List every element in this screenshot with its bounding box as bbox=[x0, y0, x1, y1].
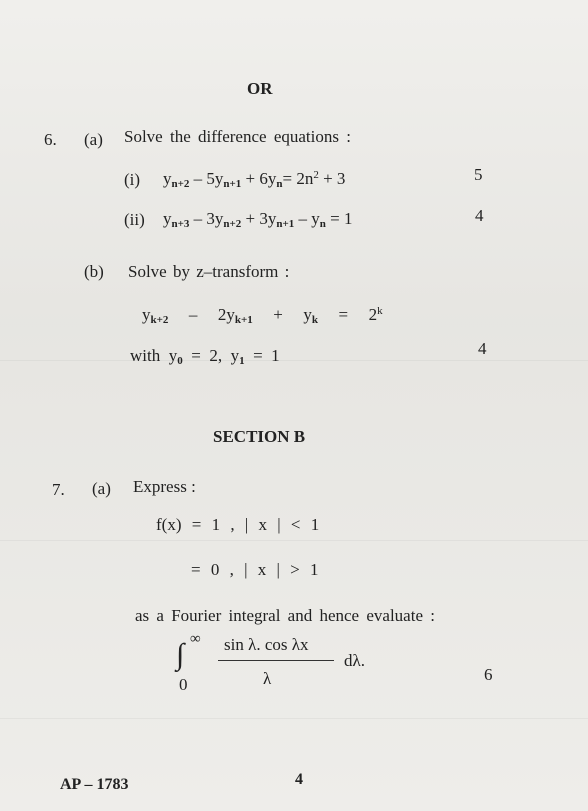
question-6-number: 6. bbox=[44, 130, 57, 149]
question-6b-label: (b) bbox=[84, 262, 104, 281]
question-7a-text: Express : bbox=[133, 477, 196, 496]
question-6a-ii-label: (ii) bbox=[124, 210, 145, 229]
equation-6a-ii: $y_{n+3} - 3y_{n+2} + 3y_{n+1} - y_n = 1$ bbox=[163, 209, 353, 230]
equation-6a-i: $y_{n+2} - 5y_{n+1} + 6y_n= 2n^2 + 3$ bbox=[163, 169, 346, 190]
integral-differential: dλ. bbox=[344, 651, 365, 670]
function-line-2: = 0 , | x | > 1 bbox=[191, 560, 319, 579]
question-6a-text: Solve the difference equations : bbox=[124, 127, 351, 146]
equation-6b: $y_{k+2} - 2y_{k+1} + y_k = 2^k$ bbox=[142, 305, 383, 326]
question-6a-label: (a) bbox=[84, 130, 103, 149]
scan-artifact bbox=[0, 540, 588, 541]
marks-6a-ii: 4 bbox=[475, 206, 484, 225]
or-heading: OR bbox=[247, 79, 273, 98]
section-b-heading: SECTION B bbox=[213, 427, 306, 446]
integral-upper-limit: ∞ bbox=[190, 631, 201, 647]
fraction-denominator: λ bbox=[263, 669, 272, 688]
question-6a-i-label: (i) bbox=[124, 170, 141, 189]
integral-sign-icon: ∫ bbox=[176, 638, 185, 671]
fourier-text: as a Fourier integral and hence evaluate : bbox=[135, 606, 435, 625]
question-6b-text: Solve by z–transform : bbox=[128, 262, 290, 281]
page-number: 4 bbox=[295, 771, 303, 788]
marks-7a: 6 bbox=[484, 665, 493, 684]
fraction-numerator: sin λ. cos λx bbox=[224, 635, 309, 654]
scan-artifact bbox=[0, 718, 588, 719]
integral-lower-limit: 0 bbox=[179, 675, 188, 694]
initial-conditions-6b: with $y_0 = 2$, $y_1 = 1$ bbox=[130, 346, 280, 367]
marks-6b: 4 bbox=[478, 339, 487, 358]
scan-artifact bbox=[0, 360, 588, 361]
function-line-1: f(x) = 1 , | x | < 1 bbox=[156, 515, 320, 534]
fraction-bar bbox=[218, 660, 334, 661]
paper-code: AP – 1783 bbox=[60, 776, 129, 793]
marks-6a-i: 5 bbox=[474, 165, 483, 184]
question-7-number: 7. bbox=[52, 480, 65, 499]
question-7a-label: (a) bbox=[92, 479, 111, 498]
